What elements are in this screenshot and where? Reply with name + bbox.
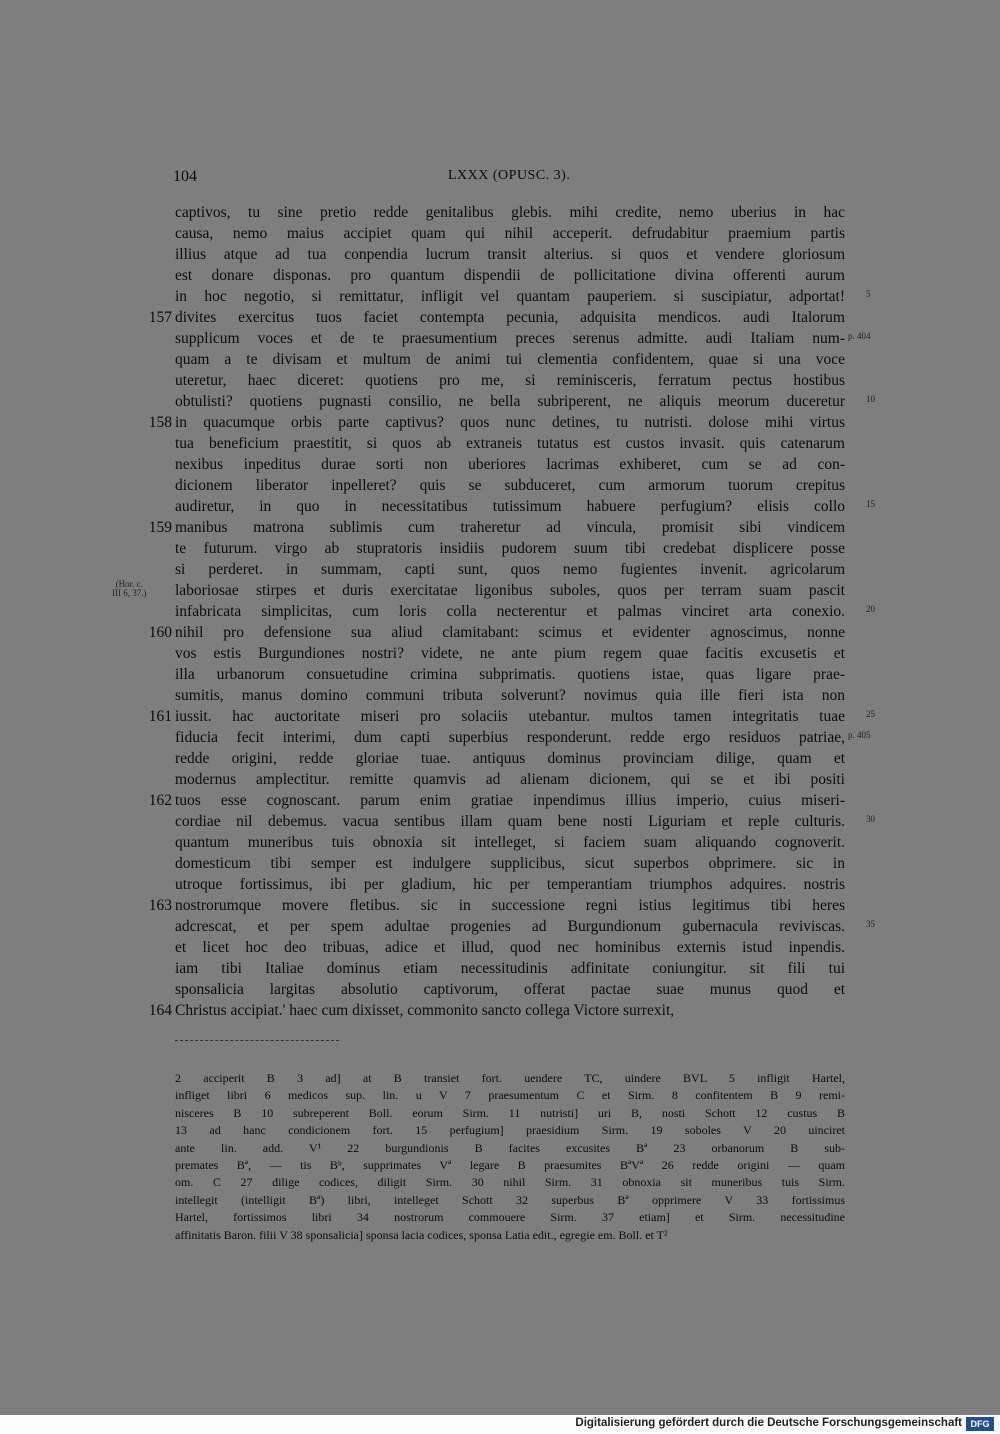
text-line [0,391,1000,412]
line-text: manibus matrona sublimis cum traheretur ad vincula, promisit sibi vindicem [175,519,845,536]
text-line [0,601,1000,622]
section-number: 164 [148,1002,172,1019]
text-line [0,874,1000,895]
line-text: modernus amplectitur. remitte quamvis ad alienam dicionem, qui se et ibi positi [175,771,845,788]
text-line [0,265,1000,286]
line-text: divites exercitus tuos faciet contempta pecunia, adquisita mendicos. audi Italorum [175,309,845,326]
line-text: si perderet. in summam, capti sunt, quos nemo fugientes invenit. agricolarum [175,561,845,578]
line-text: nexibus inpeditus durae sorti non uberiores lacrimas exhiberet, cum se ad con- [175,456,845,473]
line-text: vos estis Burgundiones nostri? videte, ne ante pium regem quae facitis excusetis et [175,645,845,662]
line-text: quam a te divisam et multum de animi tui clementia confidentem, quae si una voce [175,351,845,368]
dfg-logo: DFG [966,1417,994,1431]
line-text: utroque fortissimus, ibi per gladium, hic per temperantiam triumphos adquires. nostris [175,876,845,893]
text-line [0,286,1000,307]
line-text: causa, nemo maius accipiet quam qui nihil acceperit. defrudabitur praemium partis [175,225,845,242]
line-text: cordiae nil debemus. vacua sentibus illam quam bene nosti Liguriam et reple culturis. [175,813,845,830]
line-text: iussit. hac auctoritate miseri pro solaciis utebantur. multos tamen integritatis tuae [175,708,845,725]
text-line [0,370,1000,391]
text-line [0,580,1000,601]
text-line [0,727,1000,748]
section-number: 163 [148,897,172,914]
text-line [0,685,1000,706]
line-text: tua beneficium praestitit, si quos ab extraneis tutatus est custos invasit. quis catenarum [175,435,845,452]
text-line [0,349,1000,370]
apparatus-criticus [175,1070,845,1244]
text-line [0,790,1000,811]
footer-bar [0,1415,1000,1434]
line-text: sumitis, manus domino communi tributa solverunt? novimus quia ille fieri ista non [175,687,845,704]
line-number: 5 [866,289,871,299]
line-text: te futurum. virgo ab stupratoris insidiis pudorem suum tibi credebat displicere posse [175,540,845,557]
text-line [0,307,1000,328]
text-line [0,1000,1000,1021]
text-line [0,496,1000,517]
running-title: LXXX (OPUSC. 3). [448,168,571,183]
section-number: 160 [148,624,172,641]
text-line [0,748,1000,769]
line-text: quantum muneribus tuis obnoxia sit intelleget, si faciem suam aliquando cognoverit. [175,834,845,851]
text-line [0,538,1000,559]
text-line [0,895,1000,916]
line-text: iam tibi Italiae dominus etiam necessitudinis adfinitate coniungitur. sit fili tui [175,960,845,977]
line-text: domesticum tibi semper est indulgere supplicibus, sicut superbos obprimere. sic in [175,855,845,872]
line-text: est donare disponas. pro quantum dispendii de pollicitatione divina offerenti aurum [175,267,845,284]
text-line [0,475,1000,496]
page-number: 104 [173,168,197,185]
text-line [0,937,1000,958]
line-text: redde origini, redde gloriae tuae. antiquus dominus provinciam dilige, quam et [175,750,845,767]
apparatus-line: intellegit (intelligit Bª) libri, intelleget Schott 32 superbus Bª opprimere V 33 fortissimus [175,1192,845,1207]
text-line [0,328,1000,349]
margin-reference-line: III 6, 37.) [112,588,147,598]
text-line [0,454,1000,475]
text-line [0,559,1000,580]
line-text: sponsalicia largitas absolutio captivorum, offerat pactae suae munus quod et [175,981,845,998]
line-text: nostrorumque movere fletibus. sic in successione regni istius legitimus tibi heres [175,897,845,914]
text-line [0,916,1000,937]
line-text: adcrescat, et per spem adultae progenies ad Burgundionum gubernacula reviviscas. [175,918,845,935]
section-number: 161 [148,708,172,725]
line-text: captivos, tu sine pretio redde genitalibus glebis. mihi credite, nemo uberius in hac [175,204,845,221]
text-line [0,853,1000,874]
section-number: 158 [148,414,172,431]
apparatus-line: 2 acciperit B 3 ad] at B transiet fort. uendere TC, uindere BVL 5 infligit Hartel, [175,1071,845,1085]
line-text: obtulisti? quotiens pugnasti consilio, ne bella subriperent, ne aliquis meorum duceretur [175,393,845,410]
apparatus-line: om. C 27 dilige codices, diligit Sirm. 30 nihil Sirm. 31 obnoxia sit muneribus tuis Sirm. [175,1175,845,1190]
text-line [0,958,1000,979]
text-line [0,811,1000,832]
margin-reference [112,580,147,598]
apparatus-line: 13 ad hanc condicionem fort. 15 perfugium] praesidium Sirm. 19 soboles V 20 uinciret [175,1123,845,1138]
line-number: 30 [866,814,875,824]
margin-reference-line: (Hor. c. [115,579,143,589]
section-number: 159 [148,519,172,536]
footnote-rule [175,1040,339,1041]
text-line [0,832,1000,853]
text-line [0,202,1000,223]
line-text: laboriosae stirpes et duris exercitatae ligonibus suboles, quos per terram suam pascit [175,582,845,599]
page-header [0,168,1000,190]
edition-page-reference: p. 404 [848,331,871,341]
text-line [0,412,1000,433]
apparatus-line: ante lin. add. V¹ 22 burgundionis B facites excusites Bª 23 orbanorum B sub- [175,1140,845,1155]
line-text: tuos esse cognoscant. parum enim gratiae inpendimus illius imperio, cuius miseri- [175,792,845,809]
line-text: et licet hoc deo tribuas, adice et illud, quod nec hominibus externis istud inpendis. [175,939,845,956]
text-line [0,769,1000,790]
line-number: 10 [866,394,875,404]
main-text [0,202,1000,1021]
line-number: 15 [866,499,875,509]
text-line [0,979,1000,1000]
text-line [0,223,1000,244]
text-line [0,664,1000,685]
apparatus-line: affinitatis Baron. filii V 38 sponsalicia] sponsa lacia codices, sponsa Latia edit., egregie em. Boll. et T² [175,1227,668,1242]
apparatus-line: premates Bª, — tis Bᵇ, supprimates Vª legare B praesumites BªVª 26 redde origini — quam [175,1157,845,1172]
line-text: in hoc negotio, si remittatur, infligit vel quantam pauperiem. si suscipiatur, adportat! [175,288,845,305]
apparatus-line: nisceres B 10 subreperent Boll. eorum Sirm. 11 nutristi] uri B, nosti Schott 12 custus B [175,1105,845,1120]
line-text: illa urbanorum consuetudine crimina subprimatis. quotiens istae, quas ligare prae- [175,666,845,683]
line-text: fiducia fecit interimi, dum capti superbius responderunt. redde ergo residuos patriae, [175,729,845,746]
line-text: in quacumque orbis parte captivus? quos nunc detines, tu nutristi. dolose mihi virtus [175,414,845,431]
line-text: Christus accipiat.' haec cum dixisset, commonito sancto collega Victore surrexit, [175,1002,675,1019]
line-number: 25 [866,709,875,719]
text-line [0,433,1000,454]
line-text: illius atque ad tua conpendia lucrum transit alterius. si quos et vendere gloriosum [175,246,845,263]
text-line [0,622,1000,643]
section-number: 162 [148,792,172,809]
line-number: 20 [866,604,875,614]
line-text: audiretur, in quo in necessitatibus tutissimum habuere perfugium? elisis collo [175,498,845,515]
line-text: uteretur, haec diceret: quotiens pro me, si reminisceris, ferratum pectus hostibus [175,372,845,389]
text-line [0,643,1000,664]
text-line [0,244,1000,265]
text-line [0,706,1000,727]
footer-credit: Digitalisierung gefördert durch die Deutsche Forschungsgemeinschaft [575,1417,962,1429]
apparatus-line: Hartel, fortissimos libri 34 nostrorum commouere Sirm. 37 etiam] et Sirm. necessitudine [175,1210,845,1225]
line-text: infabricata simplicitas, cum loris colla necterentur et palmas vinciret arta conexio. [175,603,845,620]
edition-page-reference: p. 405 [848,730,871,740]
line-text: dicionem liberator inpelleret? quis se subduceret, cum armorum tuorum crepitus [175,477,845,494]
text-line [0,517,1000,538]
section-number: 157 [148,309,172,326]
line-text: supplicum voces et de te praesumentium preces serenus admitte. audi Italiam num- [175,330,845,347]
apparatus-line: infliget libri 6 medicos sup. lin. u V 7 praesumentum C et Sirm. 8 confitentem B 9 remi- [175,1088,845,1103]
line-text: nihil pro defensione sua aliud clamitabant: scimus et evidenter agnoscimus, nonne [175,624,845,641]
line-number: 35 [866,919,875,929]
